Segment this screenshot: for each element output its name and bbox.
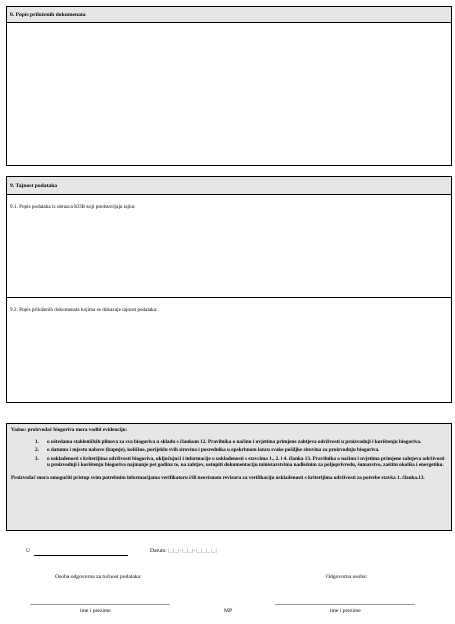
- date-field[interactable]: [150, 548, 217, 554]
- list-item: [35, 439, 447, 445]
- name-label-left: ime i prezime: [80, 608, 111, 614]
- section-9-2-label: 9.2. Popis priloženih dokumenata kojima se dokazuje tajnost podataka:: [10, 307, 158, 313]
- section-9-1-label: 9.1. Popis podataka iz obrasca KOB koji predstavljaju tajnu:: [10, 204, 136, 210]
- list-item-text: o uštedama stakleničkih plinova za sva biogoriva u skladu s člankom 12. Pravilnika o načinu i uvjetima primjene zahtjeva održivosti u proizvodnji i korištenju biogoriva.: [47, 439, 422, 445]
- stamp-label: MP: [224, 608, 233, 614]
- responsible-person-label: Odgovorna osoba:: [326, 574, 368, 580]
- signature-line-right[interactable]: [275, 604, 415, 605]
- place-label: U: [26, 548, 31, 554]
- section-8-title: 8. Popis priloženih dokumenata: [7, 7, 451, 23]
- section-8-box: [6, 6, 452, 166]
- person-responsible-data-label: Osoba odgovorna za točnost podataka:: [55, 574, 142, 580]
- list-item-number: 3.: [35, 455, 39, 462]
- important-note-final: Proizvođač mora omogućiti pristup svim potrebnim informacijama verifikatoru i/ili neovisnom revizoru za verifikaciju usklađenosti s kriterijima održivosti za potrebe stavka 1. članka.13.: [11, 474, 425, 481]
- list-item-text: o usklađenosti s kriterijima održivosti biogoriva, uključujući i informacije o usklađenosti s stavcima 1., 2. i 4. članka 13. Pravilnika o načinu i uvjetima primjene zahtjeva održivosti u proizvodnji i korištenju biogoriva najmanje pet godina te, na zahtjev, ustupiti dokumentaciju ministarstvima nadležnim za poljoprivredu, šumarstvo, zaštitu okoliša i energetiku.: [47, 455, 445, 469]
- section-9-box: [6, 176, 452, 403]
- list-item-number: 2.: [35, 447, 39, 454]
- name-label-right: ime i prezime: [330, 608, 361, 614]
- date-label: Datum:: [150, 548, 167, 554]
- section-9-title: 9. Tajnost podataka: [7, 177, 451, 195]
- place-input-line[interactable]: [34, 555, 128, 556]
- important-note-box: [6, 423, 452, 531]
- list-item-number: 1.: [35, 439, 39, 445]
- list-item: [35, 447, 447, 453]
- important-note-title: Važno: proizvođač biogoriva mora voditi evidenciju:: [11, 427, 128, 433]
- list-item-text: o datumu i mjestu nabave (kupnje), količine, porijeklu svih sirovina i posrednika u opskrbnom lancu svake pošiljke sirovina za proizvodnju biogoriva.: [47, 447, 380, 454]
- important-note-list: [35, 439, 447, 469]
- section-9-2-field[interactable]: [7, 298, 451, 402]
- date-boxes: |_|_|-|_|_|-|_|_|_|_|: [168, 548, 218, 554]
- section-9-1-field[interactable]: [7, 195, 451, 298]
- list-item: [35, 456, 447, 469]
- signature-line-left[interactable]: [30, 604, 170, 605]
